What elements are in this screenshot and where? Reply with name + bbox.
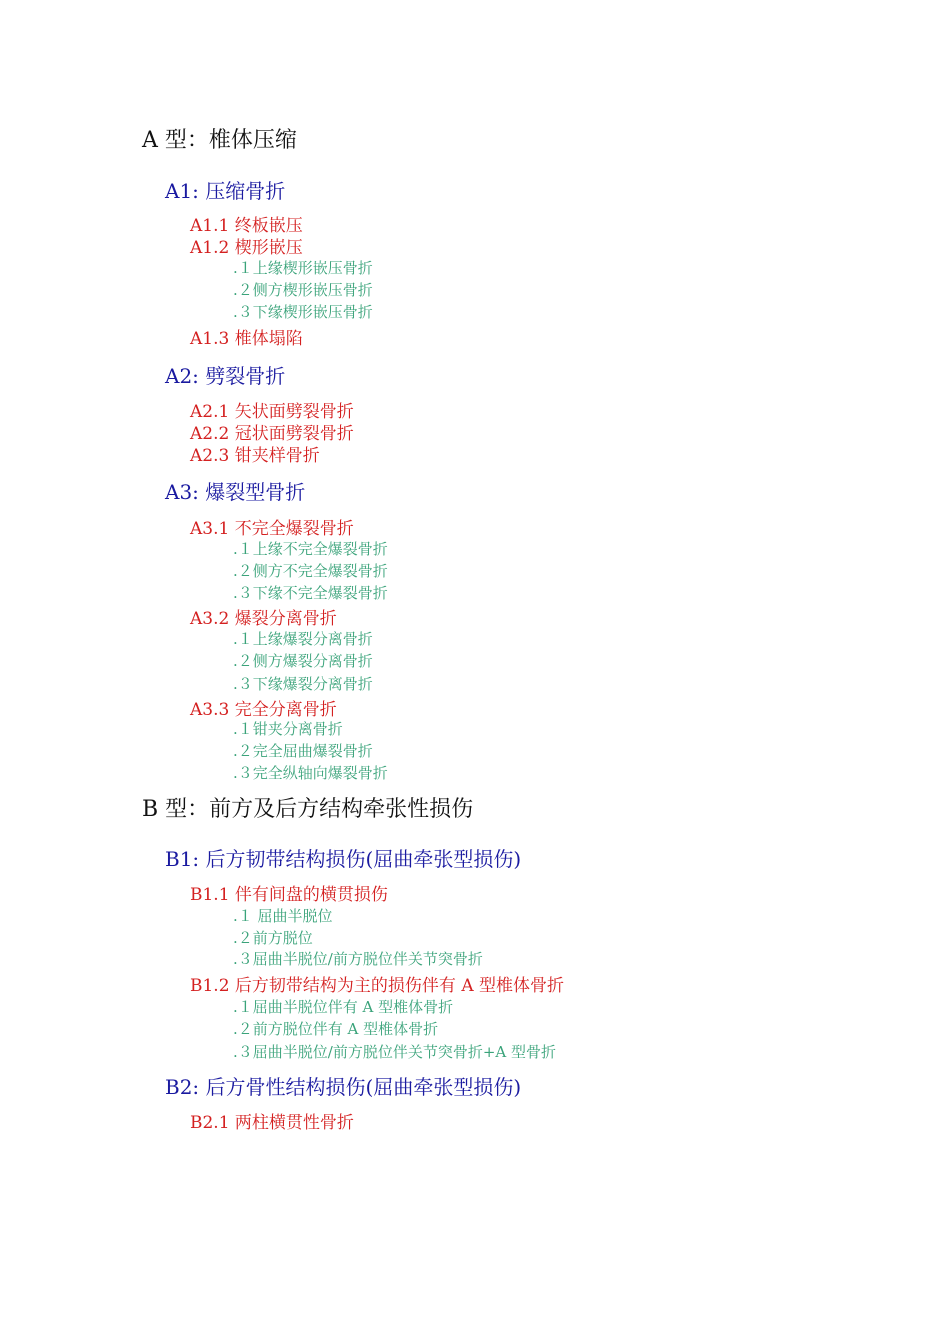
subitem: .２前方脱位伴有 A 型椎体骨折	[233, 1020, 439, 1038]
heading-b2: B2: 后方骨性结构损伤(屈曲牵张型损伤)	[165, 1075, 522, 1099]
item-a1-3: A1.3 椎体塌陷	[190, 329, 303, 349]
subitem: .２侧方爆裂分离骨折	[233, 652, 373, 670]
subitem: .２完全屈曲爆裂骨折	[233, 742, 373, 760]
item-b2-1: B2.1 两柱横贯性骨折	[190, 1113, 354, 1133]
item-a2-2: A2.2 冠状面劈裂骨折	[190, 424, 354, 444]
subitem: .１屈曲半脱位伴有 A 型椎体骨折	[233, 998, 454, 1016]
heading-type-b: B 型：前方及后方结构牵张性损伤	[142, 797, 474, 822]
subitem: .２前方脱位	[233, 929, 313, 947]
heading-a1: A1: 压缩骨折	[165, 179, 286, 203]
subitem: .１上缘不完全爆裂骨折	[233, 540, 388, 558]
item-b1-2: B1.2 后方韧带结构为主的损伤伴有 A 型椎体骨折	[190, 976, 565, 996]
subitem: .１上缘爆裂分离骨折	[233, 630, 373, 648]
subitem: .１钳夹分离骨折	[233, 720, 343, 738]
heading-a3: A3: 爆裂型骨折	[165, 480, 306, 504]
heading-a2: A2: 劈裂骨折	[165, 364, 286, 388]
subitem: .２侧方楔形嵌压骨折	[233, 281, 373, 299]
heading-type-a: A 型：椎体压缩	[142, 128, 297, 153]
subitem: .３下缘爆裂分离骨折	[233, 675, 373, 693]
heading-b1: B1: 后方韧带结构损伤(屈曲牵张型损伤)	[165, 847, 522, 871]
item-a3-1: A3.1 不完全爆裂骨折	[190, 519, 354, 539]
subitem: .３下缘楔形嵌压骨折	[233, 303, 373, 321]
item-a1-1: A1.1 终板嵌压	[190, 216, 303, 236]
item-b1-1: B1.1 伴有间盘的横贯损伤	[190, 885, 388, 905]
item-a3-3: A3.3 完全分离骨折	[190, 700, 337, 720]
subitem: .１上缘楔形嵌压骨折	[233, 259, 373, 277]
item-a2-3: A2.3 钳夹样骨折	[190, 446, 320, 466]
subitem: .３屈曲半脱位/前方脱位伴关节突骨折	[233, 950, 483, 968]
subitem: .２侧方不完全爆裂骨折	[233, 562, 388, 580]
subitem: .３下缘不完全爆裂骨折	[233, 584, 388, 602]
subitem: .１ 屈曲半脱位	[233, 907, 333, 925]
subitem: .３屈曲半脱位/前方脱位伴关节突骨折+A 型骨折	[233, 1043, 556, 1061]
subitem: .３完全纵轴向爆裂骨折	[233, 764, 388, 782]
item-a3-2: A3.2 爆裂分离骨折	[190, 609, 337, 629]
item-a1-2: A1.2 楔形嵌压	[190, 238, 303, 258]
item-a2-1: A2.1 矢状面劈裂骨折	[190, 402, 354, 422]
